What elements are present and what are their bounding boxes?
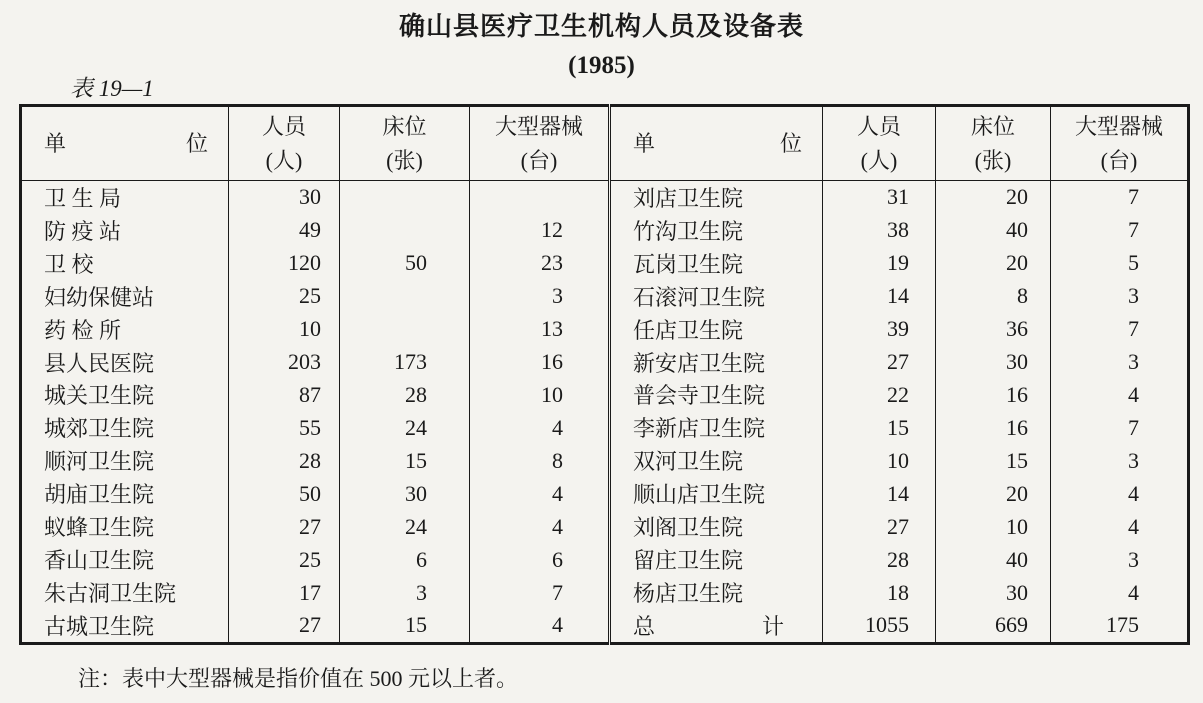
bed-count	[340, 280, 470, 313]
equipment-count: 4	[1051, 379, 1189, 412]
equipment-count: 4	[1051, 510, 1189, 543]
facilities-table	[19, 104, 1190, 645]
bed-count: 669	[936, 609, 1051, 644]
staff-count: 28	[823, 543, 936, 576]
equipment-count: 6	[470, 543, 610, 576]
staff-count: 203	[229, 346, 340, 379]
table-note: 注：表中大型器械是指价值在 500 元以上者。	[78, 666, 519, 691]
staff-count: 55	[229, 411, 340, 444]
document-title: 确山县医疗卫生机构人员及设备表	[398, 12, 804, 42]
bed-count: 20	[936, 477, 1051, 510]
staff-count: 38	[823, 214, 936, 247]
header-row	[21, 106, 1189, 181]
staff-count: 19	[823, 247, 936, 280]
equipment-count: 4	[470, 477, 610, 510]
header-staff-left: 人员 (人)	[229, 106, 340, 181]
bed-count	[340, 181, 470, 214]
table-row	[21, 477, 1189, 510]
equipment-count: 4	[1051, 576, 1189, 609]
table-row	[21, 576, 1189, 609]
unit-name: 防 疫 站	[21, 214, 229, 247]
unit-name: 卫 生 局	[21, 181, 229, 214]
unit-name: 顺山店卫生院	[610, 477, 823, 510]
equipment-count: 175	[1051, 609, 1189, 644]
bed-count: 20	[936, 181, 1051, 214]
table-row	[21, 379, 1189, 412]
equipment-count: 7	[470, 576, 610, 609]
bed-count: 50	[340, 247, 470, 280]
staff-count: 14	[823, 477, 936, 510]
equipment-count: 12	[470, 214, 610, 247]
unit-name: 妇幼保健站	[21, 280, 229, 313]
staff-count: 15	[823, 411, 936, 444]
equipment-count: 4	[470, 510, 610, 543]
unit-name: 刘阁卫生院	[610, 510, 823, 543]
staff-count: 18	[823, 576, 936, 609]
header-equip-left: 大型器械 (台)	[470, 106, 610, 181]
equipment-count: 4	[1051, 477, 1189, 510]
equipment-count: 3	[1051, 444, 1189, 477]
bed-count	[340, 214, 470, 247]
unit-name: 城郊卫生院	[21, 411, 229, 444]
staff-count: 14	[823, 280, 936, 313]
bed-count: 30	[936, 576, 1051, 609]
header-equip-right: 大型器械 (台)	[1051, 106, 1189, 181]
table-row	[21, 280, 1189, 313]
bed-count: 3	[340, 576, 470, 609]
bed-count: 10	[936, 510, 1051, 543]
unit-name: 任店卫生院	[610, 313, 823, 346]
table-row	[21, 444, 1189, 477]
staff-count: 50	[229, 477, 340, 510]
bed-count: 173	[340, 346, 470, 379]
staff-count: 27	[229, 510, 340, 543]
table-row	[21, 609, 1189, 644]
unit-name: 蚁蜂卫生院	[21, 510, 229, 543]
bed-count: 40	[936, 543, 1051, 576]
equipment-count: 3	[470, 280, 610, 313]
staff-count: 87	[229, 379, 340, 412]
equipment-count: 7	[1051, 214, 1189, 247]
equipment-count: 7	[1051, 313, 1189, 346]
table-row	[21, 346, 1189, 379]
bed-count: 16	[936, 379, 1051, 412]
bed-count: 24	[340, 411, 470, 444]
bed-count: 20	[936, 247, 1051, 280]
equipment-count: 5	[1051, 247, 1189, 280]
unit-name: 杨店卫生院	[610, 576, 823, 609]
equipment-count: 23	[470, 247, 610, 280]
staff-count: 27	[823, 510, 936, 543]
bed-count: 16	[936, 411, 1051, 444]
bed-count: 28	[340, 379, 470, 412]
unit-name: 双河卫生院	[610, 444, 823, 477]
unit-name: 顺河卫生院	[21, 444, 229, 477]
staff-count: 25	[229, 543, 340, 576]
bed-count	[340, 313, 470, 346]
unit-name: 石滚河卫生院	[610, 280, 823, 313]
equipment-count: 7	[1051, 411, 1189, 444]
table-row	[21, 313, 1189, 346]
staff-count: 10	[823, 444, 936, 477]
unit-name: 新安店卫生院	[610, 346, 823, 379]
document-year: (1985)	[568, 52, 635, 79]
unit-name: 胡庙卫生院	[21, 477, 229, 510]
bed-count: 30	[936, 346, 1051, 379]
bed-count: 8	[936, 280, 1051, 313]
equipment-count: 3	[1051, 346, 1189, 379]
staff-count: 49	[229, 214, 340, 247]
unit-name: 城关卫生院	[21, 379, 229, 412]
total-label: 总 计	[610, 609, 823, 644]
bed-count: 24	[340, 510, 470, 543]
equipment-count: 10	[470, 379, 610, 412]
table-row	[21, 411, 1189, 444]
table-row	[21, 214, 1189, 247]
staff-count: 30	[229, 181, 340, 214]
equipment-count: 7	[1051, 181, 1189, 214]
unit-name: 李新店卫生院	[610, 411, 823, 444]
unit-name: 留庄卫生院	[610, 543, 823, 576]
staff-count: 31	[823, 181, 936, 214]
staff-count: 22	[823, 379, 936, 412]
unit-name: 瓦岗卫生院	[610, 247, 823, 280]
equipment-count: 4	[470, 609, 610, 644]
header-unit-left: 单 位	[21, 106, 229, 181]
header-beds-right: 床位 (张)	[936, 106, 1051, 181]
equipment-count: 16	[470, 346, 610, 379]
bed-count: 36	[936, 313, 1051, 346]
bed-count: 15	[936, 444, 1051, 477]
staff-count: 1055	[823, 609, 936, 644]
unit-name: 竹沟卫生院	[610, 214, 823, 247]
bed-count: 40	[936, 214, 1051, 247]
equipment-count: 8	[470, 444, 610, 477]
staff-count: 27	[229, 609, 340, 644]
table-row	[21, 543, 1189, 576]
unit-name: 刘店卫生院	[610, 181, 823, 214]
bed-count: 15	[340, 609, 470, 644]
table-number: 表 19—1	[70, 76, 154, 101]
staff-count: 27	[823, 346, 936, 379]
unit-name: 朱古洞卫生院	[21, 576, 229, 609]
staff-count: 28	[229, 444, 340, 477]
staff-count: 120	[229, 247, 340, 280]
unit-name: 卫 校	[21, 247, 229, 280]
staff-count: 39	[823, 313, 936, 346]
equipment-count	[470, 181, 610, 214]
table-row	[21, 247, 1189, 280]
unit-name: 药 检 所	[21, 313, 229, 346]
equipment-count: 13	[470, 313, 610, 346]
unit-name: 古城卫生院	[21, 609, 229, 644]
staff-count: 17	[229, 576, 340, 609]
unit-name: 县人民医院	[21, 346, 229, 379]
table-row	[21, 181, 1189, 214]
equipment-count: 3	[1051, 543, 1189, 576]
header-beds-left: 床位 (张)	[340, 106, 470, 181]
bed-count: 30	[340, 477, 470, 510]
staff-count: 25	[229, 280, 340, 313]
equipment-count: 3	[1051, 280, 1189, 313]
equipment-count: 4	[470, 411, 610, 444]
unit-name: 普会寺卫生院	[610, 379, 823, 412]
staff-count: 10	[229, 313, 340, 346]
header-staff-right: 人员 (人)	[823, 106, 936, 181]
unit-name: 香山卫生院	[21, 543, 229, 576]
bed-count: 15	[340, 444, 470, 477]
bed-count: 6	[340, 543, 470, 576]
table-row	[21, 510, 1189, 543]
header-unit-right: 单 位	[610, 106, 823, 181]
